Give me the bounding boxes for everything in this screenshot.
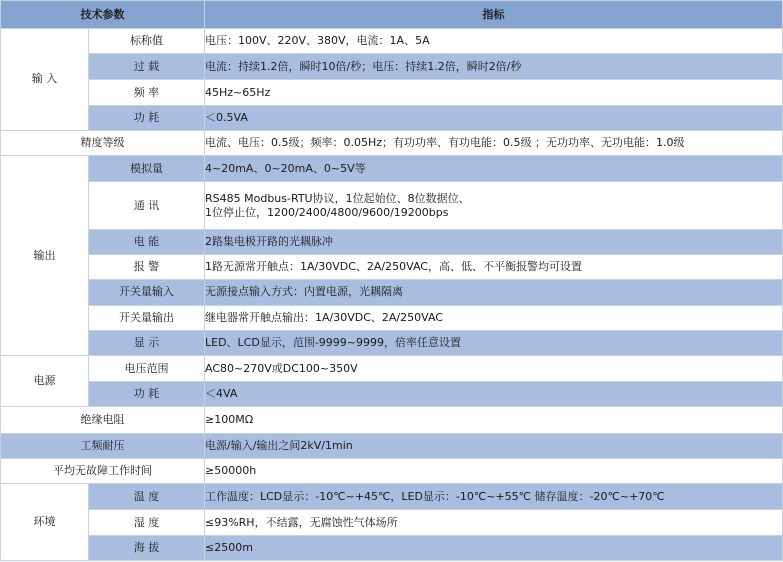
param-value: ＜0.5VA bbox=[205, 105, 783, 130]
param-name: 温 度 bbox=[89, 484, 205, 510]
table-row bbox=[1, 407, 783, 433]
table-row bbox=[1, 80, 783, 105]
table-row bbox=[1, 255, 783, 280]
header-param: 技术参数 bbox=[1, 1, 205, 29]
param-name: 模拟量 bbox=[89, 156, 205, 182]
table-row bbox=[1, 54, 783, 80]
table-row bbox=[1, 105, 783, 130]
table-header-row bbox=[1, 1, 783, 29]
table-row bbox=[1, 182, 783, 229]
category-power: 电源 bbox=[1, 356, 89, 407]
param-name: 海 拔 bbox=[89, 535, 205, 560]
value-line: 1位停止位，1200/2400/4800/9600/19200bps bbox=[205, 205, 449, 219]
param-name: 工频耐压 bbox=[1, 433, 205, 458]
param-name: 平均无故障工作时间 bbox=[1, 458, 205, 483]
param-name: 电 能 bbox=[89, 229, 205, 254]
param-value: 45Hz~65Hz bbox=[205, 80, 783, 105]
param-name: 功 耗 bbox=[89, 382, 205, 407]
param-name: 功 耗 bbox=[89, 105, 205, 130]
param-value: 电流：持续1.2倍，瞬时10倍/秒；电压：持续1.2倍，瞬时2倍/秒 bbox=[205, 54, 783, 80]
param-value: ≤93%RH，不结露，无腐蚀性气体场所 bbox=[205, 510, 783, 535]
param-value: ≤2500m bbox=[205, 535, 783, 560]
category-output: 输出 bbox=[1, 156, 89, 356]
table-row bbox=[1, 510, 783, 535]
param-name: 开关量输出 bbox=[89, 305, 205, 330]
param-value: ≥50000h bbox=[205, 458, 783, 483]
table-row bbox=[1, 535, 783, 560]
param-value: 工作温度：LCD显示：-10℃~+45℃，LED显示：-10℃~+55℃ 储存温度：-20℃~+70℃ bbox=[205, 484, 783, 510]
param-name: 过 载 bbox=[89, 54, 205, 80]
table-row bbox=[1, 330, 783, 355]
table-row bbox=[1, 229, 783, 254]
param-value: 4~20mA、0~20mA、0~5V等 bbox=[205, 156, 783, 182]
param-name: 标称值 bbox=[89, 29, 205, 54]
param-value: 电流、电压：0.5级；频率：0.05Hz；有功功率、有功电能：0.5级 ；无功功率、无功电能：1.0级 bbox=[205, 130, 783, 155]
param-name: 频 率 bbox=[89, 80, 205, 105]
param-value: 1路无源常开触点：1A/30VDC、2A/250VAC，高、低、不平衡报警均可设置 bbox=[205, 255, 783, 280]
table-row bbox=[1, 305, 783, 330]
param-value: 电压：100V、220V、380V，电流：1A、5A bbox=[205, 29, 783, 54]
param-name: 开关量输入 bbox=[89, 280, 205, 305]
param-value: AC80~270V或DC100~350V bbox=[205, 356, 783, 382]
param-value: LED、LCD显示，范围-9999~9999，倍率任意设置 bbox=[205, 330, 783, 355]
param-name: 显 示 bbox=[89, 330, 205, 355]
param-name: 通 讯 bbox=[89, 182, 205, 229]
param-value: 电源/输入/输出之间2kV/1min bbox=[205, 433, 783, 458]
param-value: 继电器常开触点输出：1A/30VDC、2A/250VAC bbox=[205, 305, 783, 330]
param-name: 电压范围 bbox=[89, 356, 205, 382]
table-row bbox=[1, 156, 783, 182]
param-value: ≥100MΩ bbox=[205, 407, 783, 433]
category-environment: 环境 bbox=[1, 484, 89, 561]
param-name: 湿 度 bbox=[89, 510, 205, 535]
value-line: RS485 Modbus-RTU协议，1位起始位、8位数据位、 bbox=[205, 191, 470, 205]
category-input: 输 入 bbox=[1, 29, 89, 131]
table-row bbox=[1, 458, 783, 483]
param-value: ＜4VA bbox=[205, 382, 783, 407]
table-row bbox=[1, 280, 783, 305]
param-value: 无源接点输入方式：内置电源，光耦隔离 bbox=[205, 280, 783, 305]
param-name: 报 警 bbox=[89, 255, 205, 280]
table-row bbox=[1, 433, 783, 458]
param-value bbox=[205, 182, 783, 229]
table-row bbox=[1, 382, 783, 407]
param-value: 2路集电极开路的光耦脉冲 bbox=[205, 229, 783, 254]
header-index: 指标 bbox=[205, 1, 783, 29]
table-row bbox=[1, 484, 783, 510]
table-row bbox=[1, 130, 783, 155]
param-name: 精度等级 bbox=[1, 130, 205, 155]
table-row bbox=[1, 29, 783, 54]
param-name: 绝缘电阻 bbox=[1, 407, 205, 433]
table-row bbox=[1, 356, 783, 382]
